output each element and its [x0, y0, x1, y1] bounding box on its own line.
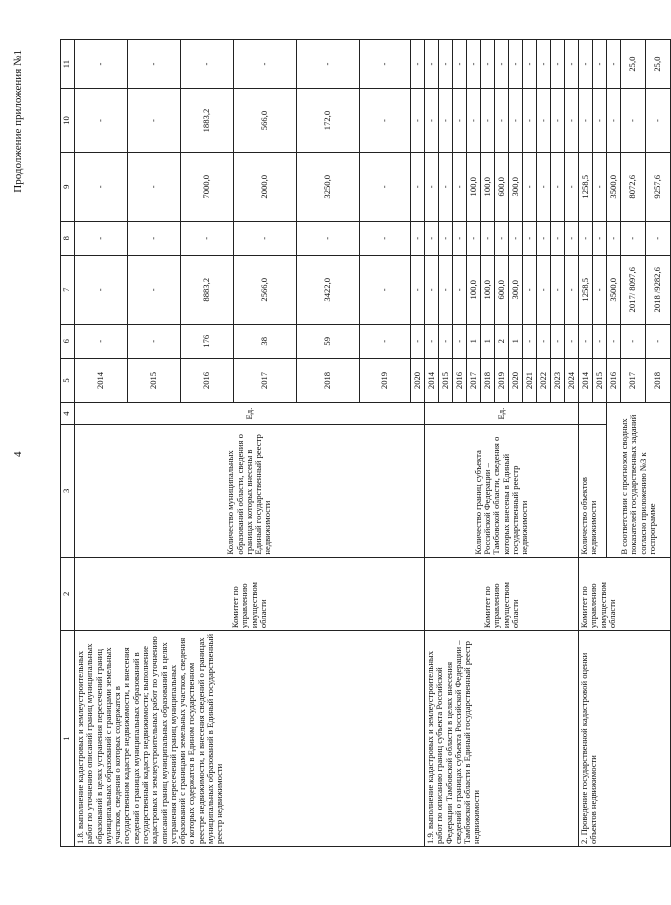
- value-cell: -: [481, 40, 495, 89]
- indicator-cell: Количество муниципальных образований области, сведения о границах которых внесены в Единый государственный реестр недвижимости: [75, 425, 425, 557]
- value-cell: -: [495, 221, 509, 255]
- value-cell: 176: [181, 324, 234, 358]
- value-cell: -: [439, 255, 453, 324]
- value-cell: -: [593, 221, 607, 255]
- value-cell: -: [593, 89, 607, 153]
- year-cell: 2014: [579, 358, 593, 402]
- value-cell: -: [425, 152, 439, 221]
- note-cell: В соответствии с прогнозом сводных показателей государственных заданий согласно приложению №3 к госпрограмме: [607, 403, 671, 558]
- value-cell: -: [509, 221, 523, 255]
- value-cell: -: [453, 152, 467, 221]
- value-cell: -: [481, 89, 495, 153]
- activity-name-cell: 2. Проведение государственной кадастровой оценки объектов недвижимости: [579, 631, 671, 847]
- value-cell: -: [453, 221, 467, 255]
- value-cell: 100,0: [481, 255, 495, 324]
- value-cell: -: [551, 324, 565, 358]
- value-cell: -: [551, 152, 565, 221]
- value-cell: -: [75, 255, 128, 324]
- column-header: 1: [61, 631, 75, 847]
- value-cell: -: [425, 221, 439, 255]
- value-cell: -: [411, 152, 425, 221]
- year-cell: 2019: [495, 358, 509, 402]
- value-cell: -: [453, 89, 467, 153]
- value-cell: 9257,6: [646, 152, 671, 221]
- value-cell: -: [128, 221, 181, 255]
- value-cell: -: [646, 221, 671, 255]
- column-header: 11: [61, 40, 75, 89]
- program-table: [60, 39, 671, 847]
- value-cell: -: [593, 324, 607, 358]
- value-cell: 1258,5: [579, 255, 593, 324]
- value-cell: -: [425, 89, 439, 153]
- value-cell: -: [523, 324, 537, 358]
- value-cell: -: [425, 255, 439, 324]
- value-cell: -: [234, 221, 297, 255]
- value-cell: -: [425, 40, 439, 89]
- value-cell: 300,0: [509, 255, 523, 324]
- value-cell: -: [439, 324, 453, 358]
- column-header: 10: [61, 89, 75, 153]
- value-cell: -: [128, 324, 181, 358]
- value-cell: 3422,0: [297, 255, 360, 324]
- value-cell: -: [495, 89, 509, 153]
- value-cell: -: [621, 221, 646, 255]
- value-cell: -: [537, 89, 551, 153]
- value-cell: -: [75, 221, 128, 255]
- value-cell: -: [411, 221, 425, 255]
- value-cell: -: [128, 152, 181, 221]
- value-cell: -: [411, 255, 425, 324]
- value-cell: -: [579, 324, 593, 358]
- value-cell: -: [509, 89, 523, 153]
- year-cell: 2014: [75, 358, 128, 402]
- value-cell: -: [523, 40, 537, 89]
- year-cell: 2019: [360, 358, 411, 402]
- value-cell: -: [537, 324, 551, 358]
- value-cell: 8072,6: [621, 152, 646, 221]
- value-cell: 59: [297, 324, 360, 358]
- table-row: [425, 40, 439, 847]
- value-cell: -: [128, 89, 181, 153]
- value-cell: -: [523, 221, 537, 255]
- value-cell: 2000,0: [234, 152, 297, 221]
- year-cell: 2018: [297, 358, 360, 402]
- page-number: 4: [12, 451, 24, 457]
- value-cell: 566,0: [234, 89, 297, 153]
- value-cell: -: [523, 152, 537, 221]
- value-cell: 25,0: [646, 40, 671, 89]
- year-cell: 2020: [411, 358, 425, 402]
- column-header: 2: [61, 557, 75, 631]
- value-cell: -: [537, 152, 551, 221]
- value-cell: -: [439, 40, 453, 89]
- unit-cell: Ед.: [425, 403, 579, 425]
- value-cell: 25,0: [621, 40, 646, 89]
- value-cell: -: [593, 40, 607, 89]
- column-header: 8: [61, 221, 75, 255]
- value-cell: -: [607, 89, 621, 153]
- value-cell: -: [360, 255, 411, 324]
- value-cell: -: [621, 89, 646, 153]
- year-cell: 2017: [234, 358, 297, 402]
- value-cell: -: [453, 40, 467, 89]
- value-cell: 300,0: [509, 152, 523, 221]
- year-cell: 2014: [425, 358, 439, 402]
- value-cell: -: [411, 89, 425, 153]
- value-cell: -: [537, 40, 551, 89]
- year-cell: 2023: [551, 358, 565, 402]
- value-cell: -: [181, 221, 234, 255]
- value-cell: -: [565, 324, 579, 358]
- value-cell: -: [360, 221, 411, 255]
- value-cell: 2: [495, 324, 509, 358]
- value-cell: -: [360, 324, 411, 358]
- value-cell: -: [551, 89, 565, 153]
- year-cell: 2016: [607, 358, 621, 402]
- value-cell: -: [579, 221, 593, 255]
- value-cell: -: [453, 255, 467, 324]
- value-cell: 1: [467, 324, 481, 358]
- year-cell: 2018: [481, 358, 495, 402]
- appendix-continuation-title: Продолжение приложения №1: [12, 50, 24, 193]
- value-cell: 7000,0: [181, 152, 234, 221]
- value-cell: -: [607, 221, 621, 255]
- executor-cell: Комитет по управлению имуществом области: [579, 557, 671, 631]
- column-header: 4: [61, 403, 75, 425]
- value-cell: -: [453, 324, 467, 358]
- value-cell: -: [75, 324, 128, 358]
- value-cell: 100,0: [481, 152, 495, 221]
- value-cell: -: [646, 89, 671, 153]
- value-cell: -: [551, 255, 565, 324]
- value-cell: 3500,0: [607, 152, 621, 221]
- value-cell: 1: [509, 324, 523, 358]
- activity-name-cell: 1.9. выполнение кадастровых и землеустроительных работ по описанию границ субъекта Российской Федерации Тамбовской области в целях внесения сведений о границах субъекта Российской Федерации – Тамбовской области в Единый государственный реестр недвижимости: [425, 631, 579, 847]
- value-cell: -: [75, 40, 128, 89]
- value-cell: 100,0: [467, 152, 481, 221]
- column-header: 7: [61, 255, 75, 324]
- column-header: 9: [61, 152, 75, 221]
- activity-name-cell: 1.8. выполнение кадастровых и землеустроительных работ по уточнению описаний границ муниципальных образований в целях устранения пересечений границ муниципальных образований с границами земельных участков, сведения о которых содержатся в государственном кадастре недвижимости, и внесения сведений о границах муниципальных образований в государственный кадастр недвижимости; выполнение кадастровых и землеустроительных работ по уточнению описаний границ муниципальных образований в целях устранения пересечений границ муниципальных образований с границами земельных участков, сведения о которых содержатся в Едином государственном реестре недвижимости, и внесения сведений о границах муниципальных образований в Единый государственный реестр недвижимости: [75, 631, 425, 847]
- value-cell: -: [565, 40, 579, 89]
- column-number-row: [61, 40, 75, 847]
- value-cell: -: [579, 89, 593, 153]
- table-row: [75, 40, 128, 847]
- value-cell: -: [621, 324, 646, 358]
- value-cell: 100,0: [467, 255, 481, 324]
- column-header: 6: [61, 324, 75, 358]
- year-cell: 2017: [467, 358, 481, 402]
- year-cell: 2015: [128, 358, 181, 402]
- value-cell: -: [75, 89, 128, 153]
- value-cell: 3250,0: [297, 152, 360, 221]
- year-cell: 2018: [646, 358, 671, 402]
- year-cell: 2024: [565, 358, 579, 402]
- value-cell: -: [411, 324, 425, 358]
- value-cell: -: [565, 89, 579, 153]
- value-cell: 1883,2: [181, 89, 234, 153]
- unit-cell: [579, 403, 607, 425]
- value-cell: -: [75, 152, 128, 221]
- indicator-cell: Количество границ субъекта Российской Федерации – Тамбовской области, сведения о которых внесены в Единый государственный реестр недвижимости: [425, 425, 579, 557]
- indicator-cell: Количество объектов недвижимости: [579, 425, 607, 557]
- value-cell: -: [297, 40, 360, 89]
- value-cell: -: [128, 255, 181, 324]
- value-cell: -: [523, 89, 537, 153]
- value-cell: -: [297, 221, 360, 255]
- value-cell: -: [360, 89, 411, 153]
- value-cell: -: [565, 152, 579, 221]
- table-row: [579, 40, 593, 847]
- year-cell: 2020: [509, 358, 523, 402]
- value-cell: -: [234, 40, 297, 89]
- year-cell: 2015: [593, 358, 607, 402]
- value-cell: -: [607, 324, 621, 358]
- value-cell: -: [523, 255, 537, 324]
- column-header: 3: [61, 425, 75, 557]
- value-cell: -: [439, 152, 453, 221]
- value-cell: -: [439, 89, 453, 153]
- value-cell: -: [481, 221, 495, 255]
- value-cell: -: [593, 255, 607, 324]
- value-cell: -: [425, 324, 439, 358]
- value-cell: 172,0: [297, 89, 360, 153]
- year-cell: 2017: [621, 358, 646, 402]
- value-cell: -: [551, 221, 565, 255]
- value-cell: 3500,0: [607, 255, 621, 324]
- column-header: 5: [61, 358, 75, 402]
- value-cell: -: [646, 324, 671, 358]
- value-cell: -: [593, 152, 607, 221]
- value-cell: 1258,5: [579, 152, 593, 221]
- value-cell: -: [181, 40, 234, 89]
- year-cell: 2016: [453, 358, 467, 402]
- value-cell: -: [565, 255, 579, 324]
- year-cell: 2016: [181, 358, 234, 402]
- year-cell: 2022: [537, 358, 551, 402]
- value-cell: 2018 /9282,6: [646, 255, 671, 324]
- value-cell: -: [495, 40, 509, 89]
- value-cell: -: [551, 40, 565, 89]
- year-cell: 2021: [523, 358, 537, 402]
- value-cell: -: [537, 221, 551, 255]
- value-cell: -: [467, 40, 481, 89]
- year-cell: 2015: [439, 358, 453, 402]
- value-cell: -: [439, 221, 453, 255]
- value-cell: 2017/ 8097,6: [621, 255, 646, 324]
- value-cell: -: [537, 255, 551, 324]
- value-cell: -: [360, 40, 411, 89]
- value-cell: -: [467, 221, 481, 255]
- value-cell: 2566,0: [234, 255, 297, 324]
- executor-cell: Комитет по управлению имуществом области: [425, 557, 579, 631]
- value-cell: 600,0: [495, 255, 509, 324]
- value-cell: 8883,2: [181, 255, 234, 324]
- value-cell: -: [467, 89, 481, 153]
- executor-cell: Комитет по управлению имуществом области: [75, 557, 425, 631]
- value-cell: -: [607, 40, 621, 89]
- value-cell: -: [565, 221, 579, 255]
- value-cell: 600,0: [495, 152, 509, 221]
- value-cell: -: [579, 40, 593, 89]
- value-cell: 1: [481, 324, 495, 358]
- value-cell: -: [360, 152, 411, 221]
- value-cell: -: [128, 40, 181, 89]
- value-cell: -: [509, 40, 523, 89]
- value-cell: 38: [234, 324, 297, 358]
- value-cell: -: [411, 40, 425, 89]
- unit-cell: Ед.: [75, 403, 425, 425]
